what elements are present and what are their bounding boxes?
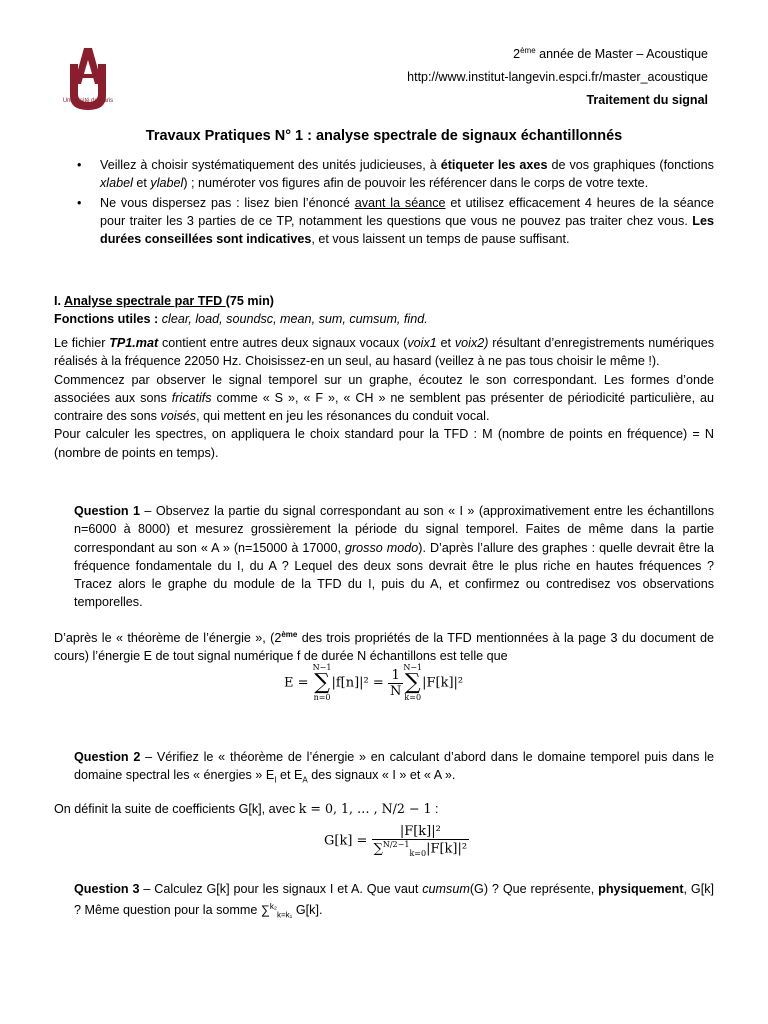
g-coefficient-formula: G[k] = $\frac{\text{|F[k]|²}}{\sum^{N/2-1}_{k=0}|F[k]|^2}$ — [324, 824, 468, 858]
page-title: Travaux Pratiques N° 1 : analyse spectrale de signaux échantillonnés — [145, 128, 623, 144]
sum-operator: N−1 ∑ n=0 — [312, 663, 332, 702]
logo-caption: Université de Paris — [62, 98, 114, 104]
fraction: $\frac{1}{N}$ — [389, 667, 402, 699]
instructions-list — [74, 156, 714, 249]
question-1: Question 1 – Observez la partie du signal correspondant au son « I » (approximativement entre les échantillons n=6000 à 8000) et mesurez grossièrement la période du signal temporel. Faites de même dans la partie correspondant au son « A » (n=15000 à 17000, grosso modo). D’après l’allure des graphes : quelle devrait être la fréquence fondamentale du I, du A ? Lequel des deux sons devrait être le plus riche en hautes fréquences ? Tracez alors le graphe du module de la TFD du I, puis du A, et confirmez ou contredisez vos observations temporelles. — [74, 504, 714, 610]
section-heading: I. Analyse spectrale par TFD (75 min) Fonctions utiles : clear, load, soundsc, mean, sum, cumsum, find. — [54, 294, 428, 327]
header-program: 2ème année de Master – Acoustique — [513, 46, 708, 62]
paragraph-definition: On définit la suite de coefficients G[k], avec k = 0, 1, … , N/2 − 1 : — [54, 801, 439, 816]
question-2: Question 2 – Vérifiez le « théorème de l’énergie » en calculant d’abord dans le domaine temporel puis dans le domaine spectral les « énergies » $E_I$ et $E_A$ des signaux « I » et « A ». — [74, 750, 715, 785]
energy-theorem-formula: E = N−1 ∑ n=0 |f[n]|² = $\frac{1}{N}$ N−1 ∑ k=0 |F[k]|² — [284, 663, 464, 702]
instruction-item: • Veillez à choisir systématiquement des unités judicieuses, à étiqueter les axes de vos graphiques (fonctions xlabel et ylabel) ; numéroter vos figures afin de pouvoir les référencer dans le corps de votre texte. — [74, 156, 714, 193]
paragraph-file: Le fichier TP1.mat contient entre autres deux signaux vocaux (voix1 et voix2) résultant d’enregistrements numériques réalisés à la fréquence 22050 Hz. Choisissez-en un seul, au hasard (veillez à ne pas tous choisir le même !). Commencez par observer le signal temporel sur un graphe, écoutez le son correspondant. Les formes d’onde associées aux sons fricatifs comme « S », « F », « CH » ne semblent pas présenter de périodicité particulière, au contraire des sons voisés, qui mettent en jeu les résonances du conduit vocal. Pour calculer les spectres, on appliquera le choix standard pour la TFD : M (nombre de points en fréquence) = N (nombre de points en temps). — [54, 336, 715, 460]
instruction-item: • Ne vous dispersez pas : lisez bien l’énoncé avant la séance et utilisez efficacement 4 heures de la séance pour traiter les 3 parties de ce TP, notamment les questions que vous ne pouvez pas traiter chez vous. Les durées conseillées sont indicatives, et vous laissent un temps de pause suffisant. — [74, 194, 714, 249]
paragraph-energy: D’après le « théorème de l’énergie », (2ème des trois propriétés de la TFD mentionnées à la page 3 du document de cours) l’énergie E de tout signal numérique f de durée N échantillons est telle que — [54, 630, 714, 664]
sum-operator: N−1 ∑ k=0 — [403, 663, 423, 702]
question-3: Question 3 – Calculez G[k] pour les signaux I et A. Que vaut cumsum(G) ? Que représente, physiquement, G[k] ? Même question pour la somme ∑$^{k_2}_{k=k_1}$ G[k]. — [74, 882, 715, 920]
header-url[interactable]: http://www.institut-langevin.espci.fr/master_acoustique — [407, 70, 708, 84]
header-course: Traitement du signal — [586, 93, 708, 107]
fraction: $\frac{\text{|F[k]|²}}{\sum^{N/2-1}_{k=0}|F[k]|^2}$ — [373, 824, 468, 858]
